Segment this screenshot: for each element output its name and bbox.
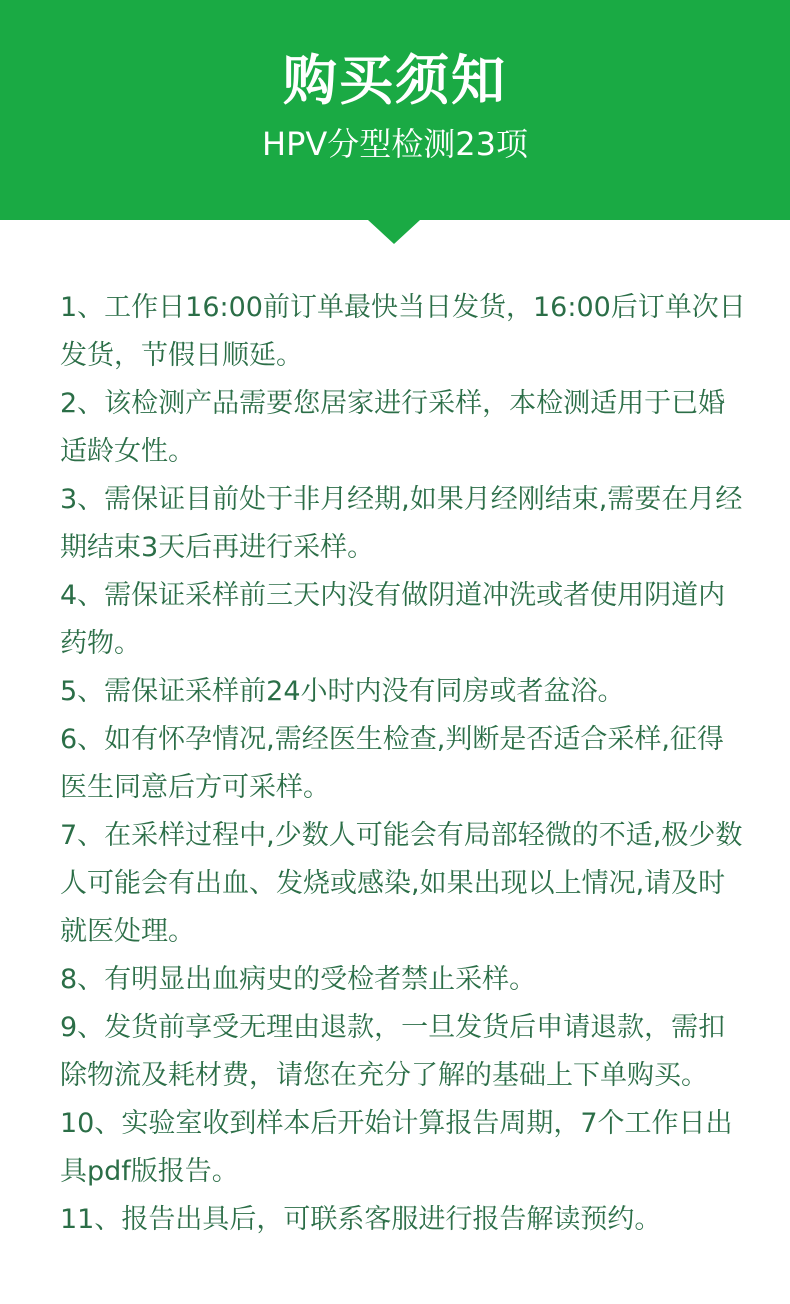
page-title: 购买须知 xyxy=(283,49,507,112)
notice-list xyxy=(60,284,750,1244)
notice-item-8: 8、有明显出血病史的受检者禁止采样。 xyxy=(60,964,537,995)
notice-item-7: 7、在采样过程中,少数人可能会有局部轻微的不适,极少数人可能会有出血、发烧或感染,如果出现以上情况,请及时就医处理。 xyxy=(60,820,743,947)
notice-item-5: 5、需保证采样前24小时内没有同房或者盆浴。 xyxy=(60,676,625,707)
notice-item-11: 11、报告出具后，可联系客服进行报告解读预约。 xyxy=(60,1204,662,1235)
notice-item-2: 2、该检测产品需要您居家进行采样，本检测适用于已婚适龄女性。 xyxy=(60,388,726,467)
notice-item-6: 6、如有怀孕情况,需经医生检查,判断是否适合采样,征得医生同意后方可采样。 xyxy=(60,724,724,803)
banner-pointer xyxy=(368,220,420,244)
notice-item-1: 1、工作日16:00前订单最快当日发货，16:00后订单次日发货，节假日顺延。 xyxy=(60,292,746,371)
notice-item-9: 9、发货前享受无理由退款，一旦发货后申请退款，需扣除物流及耗材费，请您在充分了解的基础上下单购买。 xyxy=(60,1012,726,1091)
notice-item-10: 10、实验室收到样本后开始计算报告周期，7个工作日出具pdf版报告。 xyxy=(60,1108,733,1187)
notice-item-3: 3、需保证目前处于非月经期,如果月经刚结束,需要在月经期结束3天后再进行采样。 xyxy=(60,484,743,563)
product-subtitle: HPV分型检测23项 xyxy=(262,125,528,163)
header-banner xyxy=(0,0,790,220)
notice-item-4: 4、需保证采样前三天内没有做阴道冲洗或者使用阴道内药物。 xyxy=(60,580,726,659)
